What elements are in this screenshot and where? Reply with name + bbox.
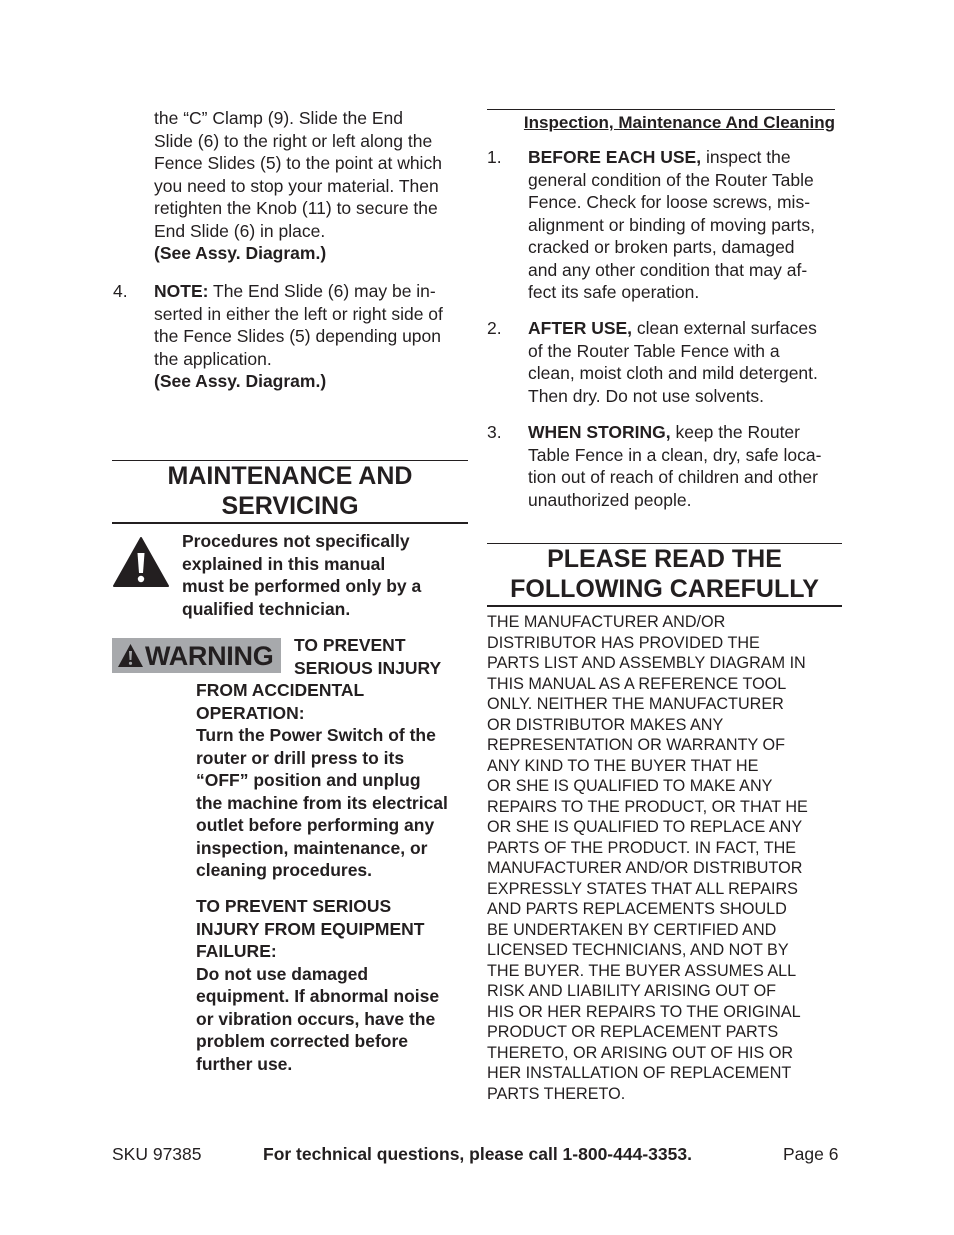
item-number: 1.	[487, 147, 502, 167]
text-line: and any other condition that may af-	[528, 259, 808, 280]
step-label: NOTE:	[154, 281, 209, 301]
text-line: problem corrected before	[196, 1031, 408, 1051]
text-line: OR SHE IS QUALIFIED TO REPLACE ANY	[487, 818, 803, 836]
text-line: inspection, maintenance, or	[196, 837, 428, 858]
please-read-heading: PLEASE READ THE FOLLOWING CAREFULLY	[487, 543, 842, 607]
text-line: Table Fence in a clean, dry, safe loca-	[528, 444, 822, 465]
text-line: HER INSTALLATION OF REPLACEMENT	[487, 1064, 792, 1082]
warning-heading	[294, 634, 469, 679]
text-line: PARTS THERETO.	[487, 1084, 626, 1103]
warning-badge	[112, 638, 281, 673]
text-line: DISTRIBUTOR HAS PROVIDED THE	[487, 633, 760, 652]
footer-sku: SKU 97385	[112, 1144, 202, 1164]
text-line: explained in this manual	[182, 553, 386, 574]
text-line: Fence. Check for loose screws, mis-	[528, 192, 811, 212]
item-label: AFTER USE,	[528, 318, 633, 338]
text-line: Do not use damaged	[196, 963, 369, 984]
item-number: 2.	[487, 318, 502, 338]
text-line: PRODUCT OR REPLACEMENT PARTS	[487, 1023, 779, 1041]
warning-triangle-icon	[112, 536, 170, 588]
text-line: AND PARTS REPLACEMENTS SHOULD	[487, 900, 787, 918]
diagram-reference: (See Assy. Diagram.)	[154, 371, 327, 391]
text-line: the Fence Slides (5) depending upon	[154, 326, 442, 346]
text-line: or vibration occurs, have the	[196, 1008, 436, 1029]
inspection-item-3	[528, 421, 844, 511]
text-line: retighten the Knob (11) to secure the	[154, 198, 438, 218]
caution-notice	[182, 530, 462, 620]
step-number: 4.	[113, 281, 128, 301]
text-line: TO PREVENT SERIOUS	[196, 896, 392, 916]
text-line: the application.	[154, 348, 272, 369]
text-line: WHEN STORING, keep the Router	[528, 422, 800, 442]
text-line: PARTS LIST AND ASSEMBLY DIAGRAM IN	[487, 654, 806, 672]
text-line: SERIOUS INJURY	[294, 657, 442, 678]
text-line: outlet before performing any	[196, 815, 435, 835]
text-line: qualified technician.	[182, 598, 351, 619]
text-line: RISK AND LIABILITY ARISING OUT OF	[487, 982, 777, 1000]
text-line: FROM ACCIDENTAL	[196, 680, 365, 700]
text-line: ANY KIND TO THE BUYER THAT HE	[487, 756, 759, 775]
text-line: Procedures not specifically	[182, 531, 410, 551]
text-line: Turn the Power Switch of the	[196, 725, 436, 745]
warning-triangle-icon	[117, 643, 144, 668]
text-line: MANUFACTURER AND/OR DISTRIBUTOR	[487, 859, 803, 877]
text-line: ONLY. NEITHER THE MANUFACTURER	[487, 695, 784, 713]
text-line: alignment or binding of moving parts,	[528, 214, 815, 235]
text-line: LICENSED TECHNICIANS, AND NOT BY	[487, 941, 789, 959]
text-line: THE MANUFACTURER AND/OR	[487, 613, 726, 631]
inspection-item-2	[528, 317, 844, 407]
text-line: BEFORE EACH USE, inspect the	[528, 147, 791, 167]
footer-support-phone: For technical questions, please call 1-800-444-3353.	[263, 1144, 692, 1164]
text-line: cracked or broken parts, damaged	[528, 237, 795, 257]
text-line: Then dry. Do not use solvents.	[528, 385, 765, 406]
text-line: OR DISTRIBUTOR MAKES ANY	[487, 715, 724, 734]
text-line: you need to stop your material. Then	[154, 175, 439, 196]
warning-equipment-failure	[196, 895, 471, 1075]
assembly-step-continued	[154, 107, 472, 265]
text-line: “OFF” position and unplug	[196, 770, 421, 790]
text-line: clean, moist cloth and mild detergent.	[528, 363, 818, 383]
text-line: HIS OR HER REPAIRS TO THE ORIGINAL	[487, 1002, 801, 1021]
text-line: End Slide (6) in place.	[154, 220, 326, 241]
text-line: tion out of reach of children and other	[528, 467, 818, 487]
text-line: the “C” Clamp (9). Slide the End	[154, 108, 403, 128]
text-line: NOTE: The End Slide (6) may be in-	[154, 281, 436, 301]
warning-label: WARNING	[145, 640, 274, 671]
text-line: BE UNDERTAKEN BY CERTIFIED AND	[487, 920, 777, 939]
text-line: cleaning procedures.	[196, 860, 373, 880]
warning-accidental-operation	[196, 679, 471, 882]
text-line: fect its safe operation.	[528, 282, 700, 302]
text-line: INJURY FROM EQUIPMENT	[196, 918, 425, 939]
text-line: FAILURE:	[196, 941, 277, 961]
maintenance-heading: MAINTENANCE AND SERVICING	[112, 460, 468, 524]
text-line: Fence Slides (5) to the point at which	[154, 153, 442, 173]
text-line: serted in either the left or right side of	[154, 303, 443, 324]
text-line: EXPRESSLY STATES THAT ALL REPAIRS	[487, 879, 798, 898]
disclaimer-text	[487, 612, 837, 1104]
text-line: Slide (6) to the right or left along the	[154, 130, 433, 151]
assembly-step-4	[154, 280, 472, 393]
text-line: OPERATION:	[196, 702, 305, 723]
text-line: general condition of the Router Table	[528, 169, 814, 190]
text-line: THIS MANUAL AS A REFERENCE TOOL	[487, 674, 787, 693]
text-line: THE BUYER. THE BUYER ASSUMES ALL	[487, 961, 797, 980]
item-number: 3.	[487, 422, 502, 442]
text-line: OR SHE IS QUALIFIED TO MAKE ANY	[487, 777, 773, 795]
text-line: the machine from its electrical	[196, 792, 448, 813]
text-line: equipment. If abnormal noise	[196, 986, 440, 1006]
text-line: must be performed only by a	[182, 576, 422, 596]
inspection-item-1	[528, 146, 844, 304]
footer-page-number: Page 6	[783, 1144, 839, 1164]
text-line: REPAIRS TO THE PRODUCT, OR THAT HE	[487, 797, 808, 816]
inspection-heading: Inspection, Maintenance And Cleaning	[487, 109, 835, 135]
text-line: router or drill press to its	[196, 747, 405, 768]
text-line: of the Router Table Fence with a	[528, 340, 780, 361]
text-line: further use.	[196, 1053, 293, 1074]
text-line: THERETO, OR ARISING OUT OF HIS OR	[487, 1043, 794, 1062]
diagram-reference: (See Assy. Diagram.)	[154, 243, 327, 263]
text-line: REPRESENTATION OR WARRANTY OF	[487, 736, 785, 754]
item-label: WHEN STORING,	[528, 422, 671, 442]
item-label: BEFORE EACH USE,	[528, 147, 702, 167]
text-line: unauthorized people.	[528, 489, 692, 510]
text-line: PARTS OF THE PRODUCT. IN FACT, THE	[487, 838, 797, 857]
text-line: AFTER USE, clean external surfaces	[528, 318, 817, 338]
text-line: TO PREVENT	[294, 635, 406, 655]
